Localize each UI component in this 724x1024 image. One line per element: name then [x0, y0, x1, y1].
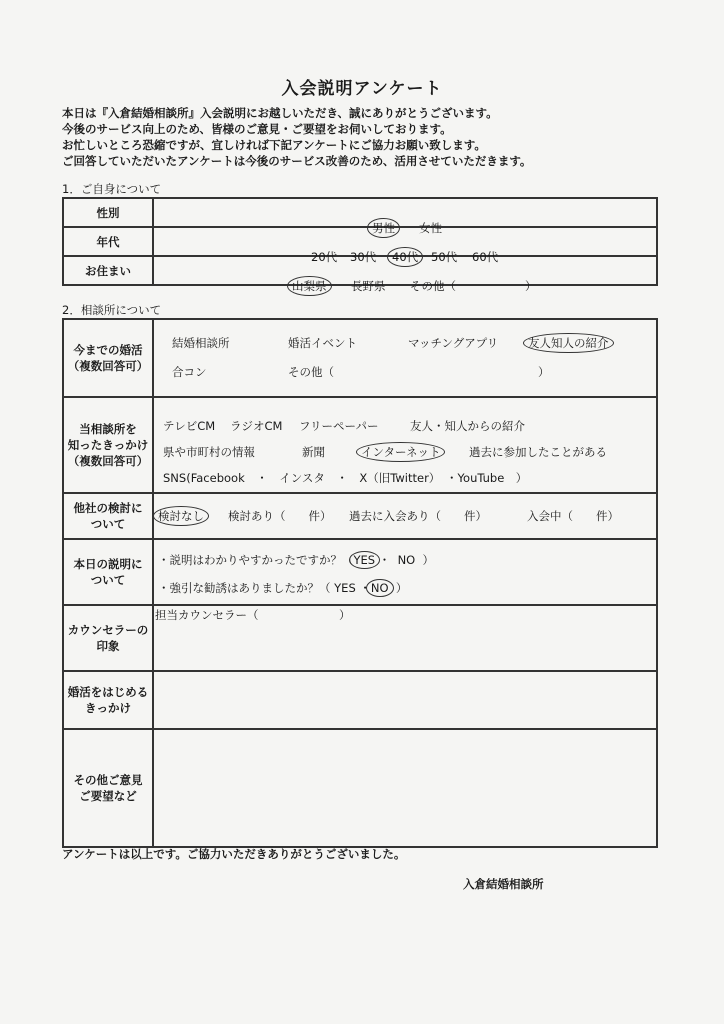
q1-no[interactable]: NO [397, 553, 416, 567]
trigger-friend[interactable]: 友人・知人からの紹介 [410, 419, 525, 433]
section-1-heading: 1．ご自身について [62, 182, 162, 196]
past-agency[interactable]: 結婚相談所 [172, 336, 230, 350]
explanation-label: 本日の説明に ついて [63, 539, 153, 605]
past-goukon[interactable]: 合コン [172, 365, 207, 379]
age-options [153, 227, 657, 264]
trigger-label: 当相談所を 知ったきっかけ （複数回答可） [63, 397, 153, 493]
residence-other[interactable]: その他（ ） [410, 278, 537, 293]
start-label: 婚活をはじめる きっかけ [63, 671, 153, 729]
q2-no[interactable]: NO [366, 579, 394, 597]
counselor-name-field: 担当カウンセラー（ ） [155, 608, 351, 622]
trigger-newspaper[interactable]: 新聞 [302, 445, 325, 459]
page-title: 入会説明アンケート [281, 79, 443, 99]
q1-yes[interactable]: YES [349, 551, 381, 569]
explanation-q1: ・説明はわかりやすかったですか？（YES ・ NO ） [158, 553, 435, 567]
others-options [153, 493, 657, 539]
others-considering[interactable]: 検討あり（ 件） [228, 509, 332, 523]
trigger-radio[interactable]: ラジオCM [230, 419, 283, 433]
gender-options [153, 198, 657, 235]
others-current[interactable]: 入会中（ 件） [527, 509, 619, 523]
past-activities-options [153, 319, 657, 397]
explanation-q2: ・強引な勧誘はありましたか？（ YES ・NO ） [158, 581, 408, 595]
residence-label: お住まい [63, 256, 153, 285]
others-none[interactable]: 検討なし [153, 506, 209, 526]
trigger-past-participation[interactable]: 過去に参加したことがある [469, 445, 607, 459]
age-60s[interactable]: 60代 [472, 249, 499, 264]
past-app[interactable]: マッチングアプリ [408, 336, 499, 350]
trigger-sns[interactable]: SNS(Facebook ・ インスタ ・ X（旧Twitter） ・YouTube ） [163, 471, 528, 485]
intro-line-3: お忙しいところ恐縮ですが、宜しければ下記アンケートにご協力お願い致します。 [62, 138, 486, 152]
trigger-tv[interactable]: テレビCM [163, 419, 216, 433]
counselor-field[interactable] [153, 605, 657, 671]
age-30s[interactable]: 30代 [350, 249, 377, 264]
trigger-municipal[interactable]: 県や市町村の情報 [163, 445, 255, 459]
others-label: 他社の検討に ついて [63, 493, 153, 539]
section-2-table [62, 318, 658, 848]
trigger-internet[interactable]: インターネット [356, 442, 445, 462]
age-label: 年代 [63, 227, 153, 256]
trigger-options [153, 397, 657, 493]
gender-male[interactable]: 男性 [367, 218, 400, 238]
section-1-table [62, 197, 658, 293]
age-20s[interactable]: 20代 [311, 249, 338, 264]
residence-yamanashi[interactable]: 山梨県 [287, 276, 332, 296]
q2-yes[interactable]: YES [334, 581, 356, 595]
counselor-label: カウンセラーの 印象 [63, 605, 153, 671]
organization-name: 入倉結婚相談所 [463, 877, 544, 891]
intro-line-1: 本日は『入倉結婚相談所』入会説明にお越しいただき、誠にありがとうございます。 [62, 106, 498, 120]
section-2-heading: 2．相談所について [62, 303, 162, 317]
intro-line-2: 今後のサービス向上のため、皆様のご意見・ご要望をお伺いしております。 [62, 122, 452, 136]
gender-female[interactable]: 女性 [419, 220, 442, 235]
past-event[interactable]: 婚活イベント [288, 336, 357, 350]
age-50s[interactable]: 50代 [431, 249, 458, 264]
trigger-freepaper[interactable]: フリーペーパー [299, 419, 379, 433]
past-other-close: ） [538, 365, 550, 379]
residence-nagano[interactable]: 長野県 [351, 278, 386, 293]
residence-options [153, 256, 657, 293]
start-field[interactable] [153, 671, 657, 729]
explanation-questions [153, 539, 657, 605]
age-40s[interactable]: 40代 [387, 247, 423, 267]
closing-message: アンケートは以上です。ご協力いただきありがとうございました。 [62, 847, 406, 861]
past-activities-label: 今までの婚活 （複数回答可） [63, 319, 153, 397]
intro-line-4: ご回答していただいたアンケートは今後のサービス改善のため、活用させていただきます。 [62, 154, 532, 168]
past-friend[interactable]: 友人知人の紹介 [523, 333, 614, 353]
comments-label: その他ご意見 ご要望など [63, 729, 153, 847]
others-past-joined[interactable]: 過去に入会あり（ 件） [349, 509, 487, 523]
comments-field[interactable] [153, 729, 657, 847]
past-other[interactable]: その他（ [288, 365, 334, 379]
gender-label: 性別 [63, 198, 153, 227]
